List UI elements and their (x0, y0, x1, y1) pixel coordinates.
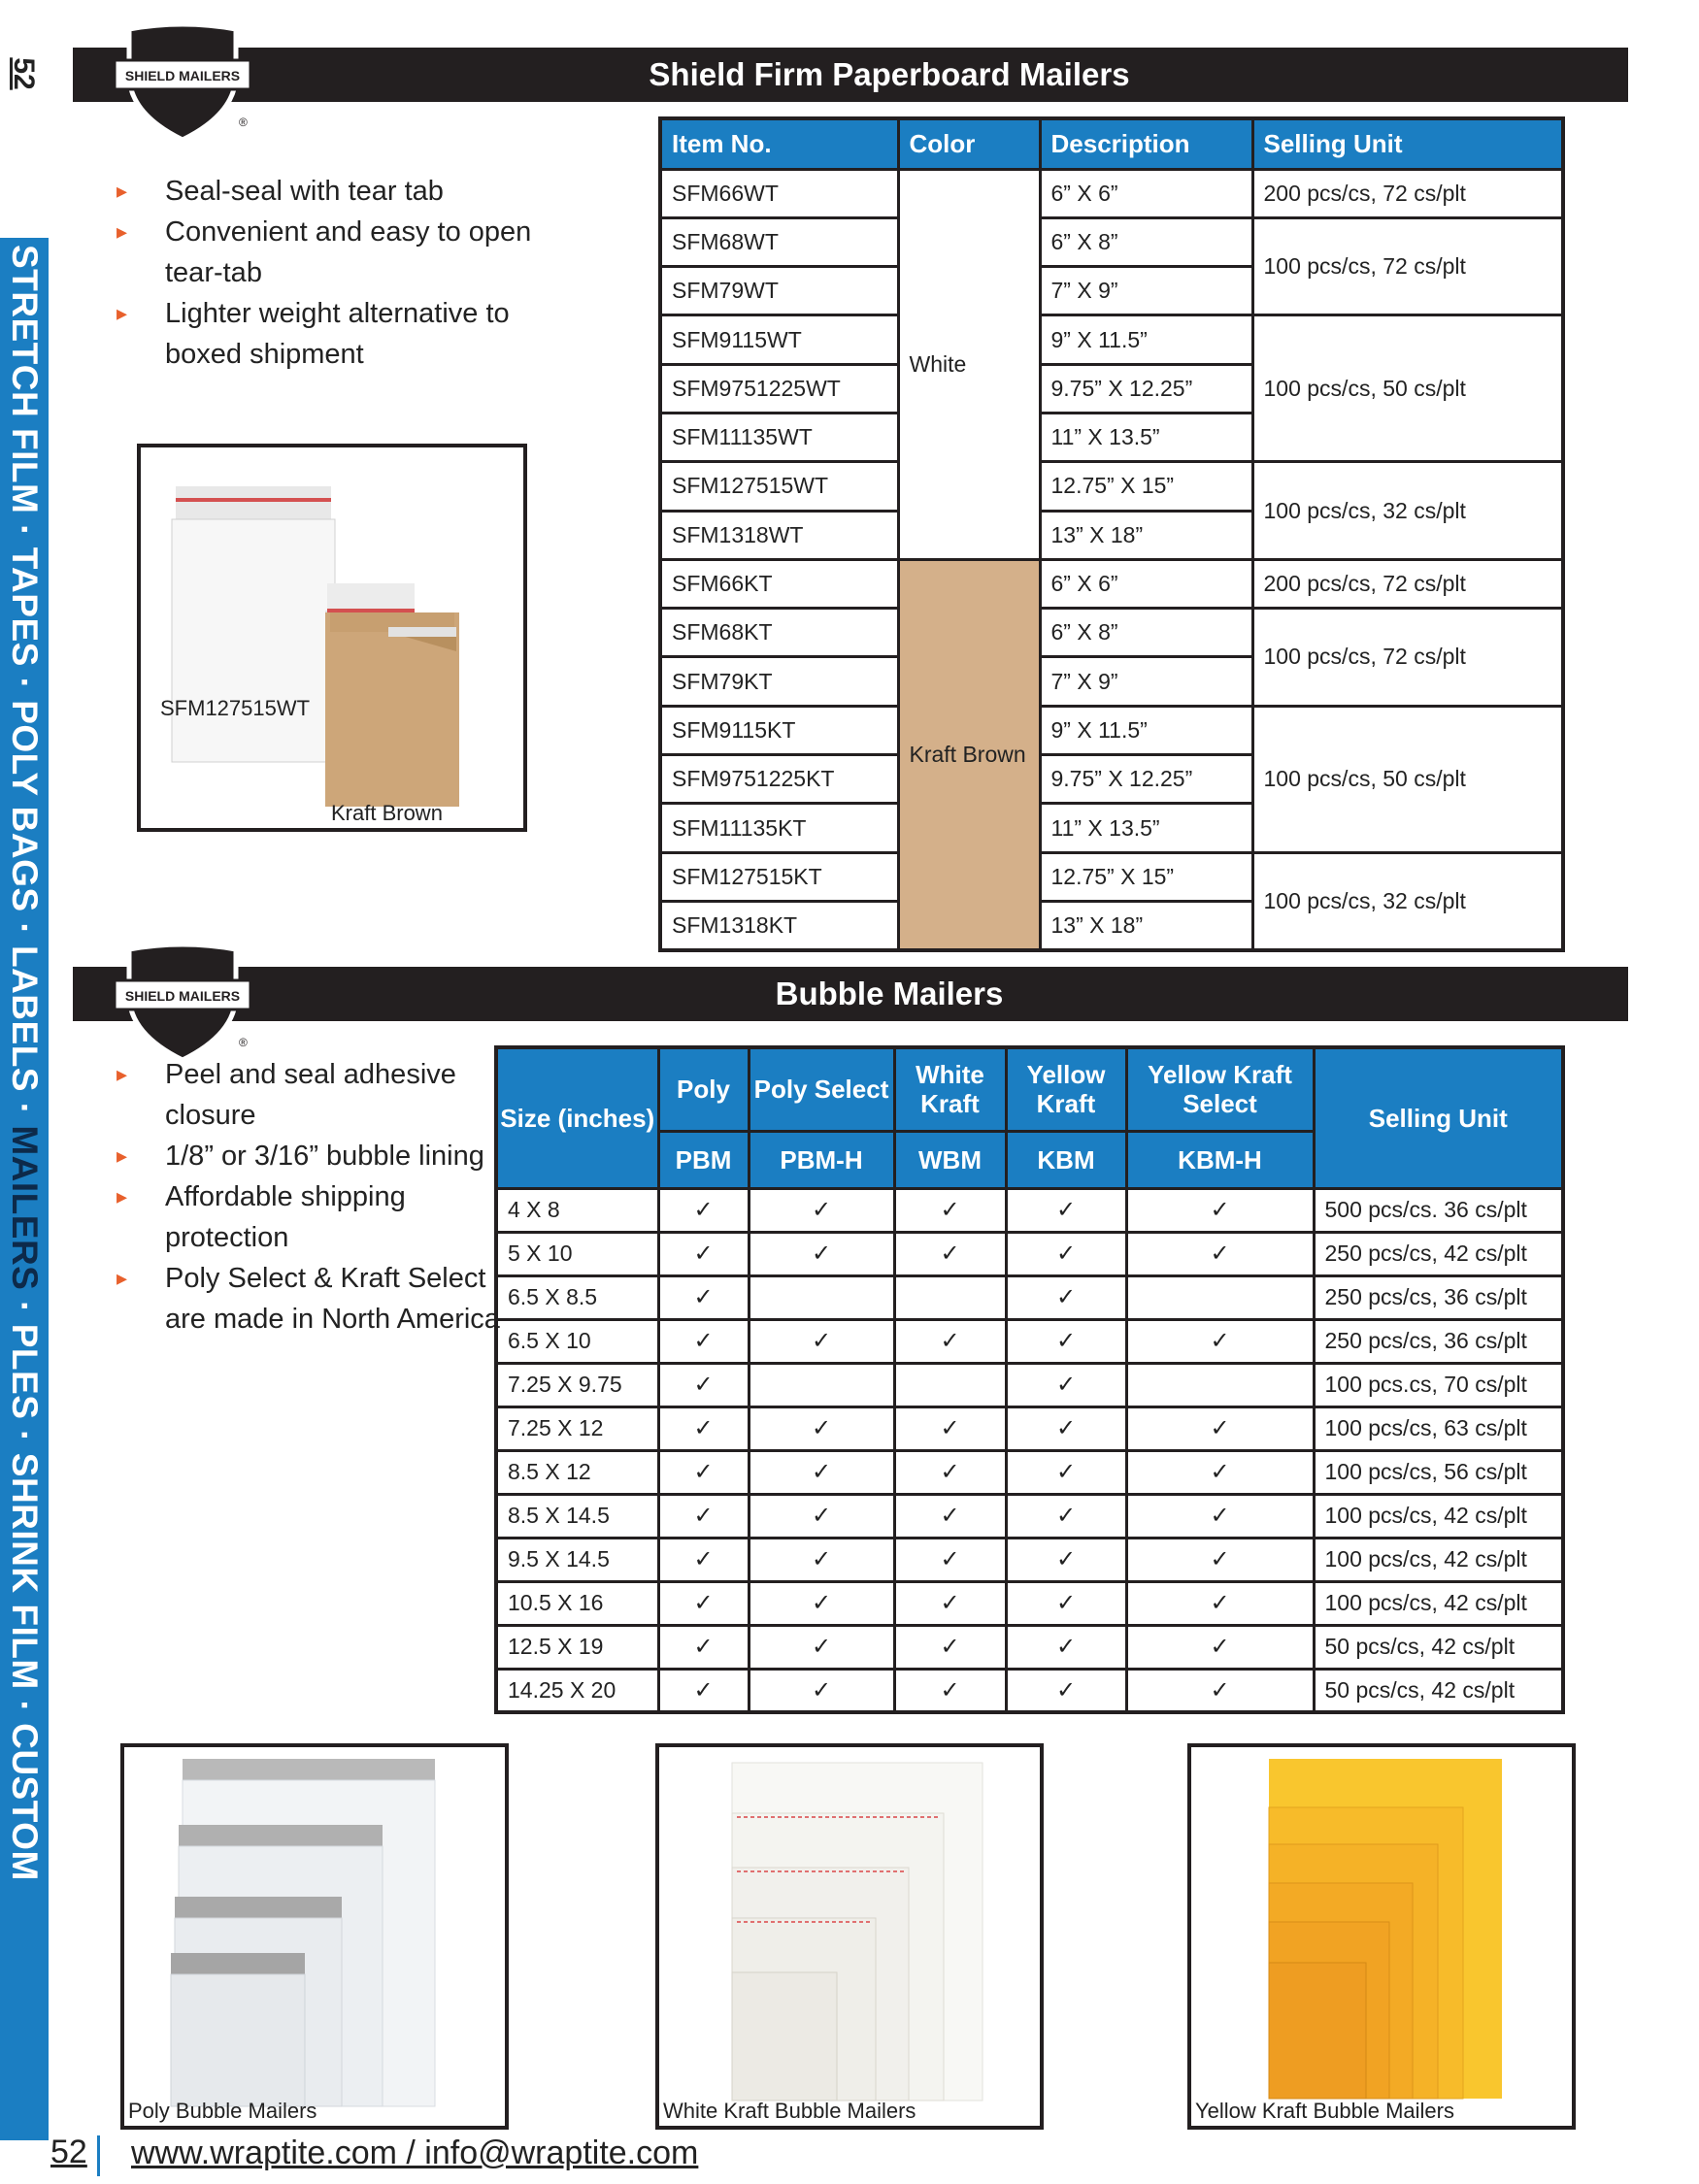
logo-text: SHIELD MAILERS (124, 68, 241, 83)
check-mark-icon: ✓ (749, 1494, 894, 1538)
item-number-cell: SFM9115WT (660, 315, 898, 364)
description-cell: 9.75” X 12.25” (1040, 755, 1252, 804)
table-header-row (496, 1047, 1563, 1131)
section-title-bubble: Bubble Mailers (775, 976, 1004, 1011)
check-mark-icon: ✓ (894, 1669, 1006, 1712)
check-mark-icon: ✓ (658, 1581, 749, 1625)
check-mark-icon: ✓ (749, 1538, 894, 1581)
check-mark-icon: ✓ (749, 1406, 894, 1450)
white-kraft-bubble-photo (655, 1743, 1044, 2130)
col-header-type: White Kraft (894, 1047, 1006, 1131)
description-cell: 13” X 18” (1040, 511, 1252, 559)
item-number-cell: SFM66WT (660, 169, 898, 217)
feature-item: ▸ Poly Select & Kraft Select are made in North America (117, 1258, 505, 1340)
table-row (660, 852, 1563, 901)
selling-unit-cell: 100 pcs/cs, 42 cs/plt (1314, 1494, 1563, 1538)
check-mark-icon: ✓ (749, 1319, 894, 1363)
description-cell: 6” X 8” (1040, 609, 1252, 657)
size-cell: 6.5 X 10 (496, 1319, 658, 1363)
size-cell: 10.5 X 16 (496, 1581, 658, 1625)
shield-mailers-logo (110, 942, 255, 1068)
photo-caption-poly: Poly Bubble Mailers (128, 2099, 317, 2123)
table-row (660, 462, 1563, 511)
item-number-cell: SFM1318WT (660, 511, 898, 559)
table-row (496, 1538, 1563, 1581)
size-cell: 9.5 X 14.5 (496, 1538, 658, 1581)
selling-unit-cell: 100 pcs/cs, 42 cs/plt (1314, 1581, 1563, 1625)
size-cell: 7.25 X 12 (496, 1406, 658, 1450)
feature-item: ▸ Affordable shipping protection (117, 1176, 505, 1258)
check-mark-icon: ✓ (658, 1319, 749, 1363)
check-mark-icon: ✓ (658, 1625, 749, 1669)
side-tab-item: LABELS (5, 944, 45, 1092)
size-cell: 6.5 X 8.5 (496, 1275, 658, 1319)
side-tab-separator: · (5, 1689, 45, 1724)
selling-unit-cell: 250 pcs/cs, 42 cs/plt (1314, 1232, 1563, 1275)
check-mark-icon: ✓ (658, 1406, 749, 1450)
selling-unit-cell: 500 pcs/cs. 36 cs/plt (1314, 1188, 1563, 1232)
table-row (496, 1625, 1563, 1669)
logo-text: SHIELD MAILERS (124, 988, 241, 1004)
feature-item: ▸ Lighter weight alternative to boxed shipment (117, 293, 583, 375)
description-cell: 12.75” X 15” (1040, 852, 1252, 901)
selling-unit-cell: 200 pcs/cs, 72 cs/plt (1252, 559, 1563, 608)
selling-unit-cell: 100 pcs/cs, 50 cs/plt (1252, 315, 1563, 462)
section-header-paperboard (73, 48, 1628, 102)
empty-cell (749, 1363, 894, 1406)
table-row (496, 1581, 1563, 1625)
table-row (660, 169, 1563, 217)
check-mark-icon: ✓ (749, 1232, 894, 1275)
feature-item: ▸ 1/8” or 3/16” bubble lining (117, 1136, 505, 1176)
side-tab-item: POLY BAGS (5, 700, 45, 912)
description-cell: 6” X 6” (1040, 169, 1252, 217)
photo-caption-white-kraft: White Kraft Bubble Mailers (663, 2099, 916, 2123)
check-mark-icon: ✓ (1006, 1319, 1126, 1363)
description-cell: 9.75” X 12.25” (1040, 364, 1252, 413)
size-cell: 7.25 X 9.75 (496, 1363, 658, 1406)
check-mark-icon: ✓ (894, 1450, 1006, 1494)
selling-unit-cell: 250 pcs/cs, 36 cs/plt (1314, 1319, 1563, 1363)
side-tab-separator: · (5, 1290, 45, 1324)
bubble-mailers-table (494, 1045, 1565, 1714)
side-tab-item: PLES (5, 1323, 45, 1420)
color-cell: White (898, 169, 1040, 559)
table-row (660, 706, 1563, 754)
section-title-paperboard: Shield Firm Paperboard Mailers (649, 56, 1130, 92)
check-mark-icon: ✓ (658, 1275, 749, 1319)
bubble-feature-list (117, 1054, 505, 1340)
side-tab-item: TAPES (5, 546, 45, 667)
check-mark-icon: ✓ (894, 1232, 1006, 1275)
table-row (496, 1669, 1563, 1712)
item-number-cell: SFM1318KT (660, 901, 898, 949)
table-row (660, 315, 1563, 364)
side-tab-item: MAILERS (5, 1125, 45, 1291)
table-row (496, 1494, 1563, 1538)
side-tab-separator: · (5, 911, 45, 945)
item-number-cell: SFM9115KT (660, 706, 898, 754)
selling-unit-cell: 100 pcs/cs, 56 cs/plt (1314, 1450, 1563, 1494)
col-code: KBM-H (1126, 1131, 1314, 1188)
logo-registered-mark: ® (239, 1036, 248, 1049)
table-row (496, 1232, 1563, 1275)
white-kraft-bubble-image (659, 1747, 1040, 2126)
feature-item: ▸ Convenient and easy to open tear-tab (117, 212, 583, 293)
selling-unit-cell: 100 pcs/cs, 63 cs/plt (1314, 1406, 1563, 1450)
side-tab-item: STRETCH FILM (5, 245, 45, 514)
side-tab-item: CUSTOM (5, 1723, 45, 1881)
table-row (660, 217, 1563, 266)
size-cell: 12.5 X 19 (496, 1625, 658, 1669)
footer-contact-link[interactable]: www.wraptite.com / info@wraptite.com (131, 2134, 699, 2171)
side-tab-separator: · (5, 513, 45, 547)
empty-cell (749, 1275, 894, 1319)
col-header-type: Poly (658, 1047, 749, 1131)
photo-caption-kraft: Kraft Brown (331, 801, 443, 825)
check-mark-icon: ✓ (1006, 1625, 1126, 1669)
check-mark-icon: ✓ (1126, 1669, 1314, 1712)
check-mark-icon: ✓ (749, 1669, 894, 1712)
check-mark-icon: ✓ (1006, 1232, 1126, 1275)
item-number-cell: SFM79KT (660, 657, 898, 706)
shield-icon (110, 21, 255, 148)
item-number-cell: SFM9751225WT (660, 364, 898, 413)
col-code: WBM (894, 1131, 1006, 1188)
side-tab-text (3, 245, 46, 2137)
item-number-cell: SFM79WT (660, 267, 898, 315)
check-mark-icon: ✓ (658, 1669, 749, 1712)
check-mark-icon: ✓ (894, 1538, 1006, 1581)
size-cell: 8.5 X 14.5 (496, 1494, 658, 1538)
item-number-cell: SFM68KT (660, 609, 898, 657)
check-mark-icon: ✓ (1126, 1188, 1314, 1232)
col-code: PBM-H (749, 1131, 894, 1188)
feature-item: ▸ Seal-seal with tear tab (117, 171, 583, 212)
selling-unit-cell: 100 pcs/cs, 50 cs/plt (1252, 706, 1563, 852)
description-cell: 11” X 13.5” (1040, 413, 1252, 461)
col-code: KBM (1006, 1131, 1126, 1188)
paperboard-feature-list (117, 171, 583, 375)
size-cell: 14.25 X 20 (496, 1669, 658, 1712)
selling-unit-cell: 50 pcs/cs, 42 cs/plt (1314, 1669, 1563, 1712)
selling-unit-cell: 100 pcs/cs, 72 cs/plt (1252, 609, 1563, 707)
check-mark-icon: ✓ (1006, 1450, 1126, 1494)
item-number-cell: SFM11135KT (660, 804, 898, 852)
description-cell: 9” X 11.5” (1040, 706, 1252, 754)
check-mark-icon: ✓ (1006, 1188, 1126, 1232)
col-header-selling-unit: Selling Unit (1252, 118, 1563, 169)
table-row (496, 1363, 1563, 1406)
description-cell: 11” X 13.5” (1040, 804, 1252, 852)
description-cell: 12.75” X 15” (1040, 462, 1252, 511)
table-row (496, 1275, 1563, 1319)
check-mark-icon: ✓ (1006, 1538, 1126, 1581)
side-tab-separator: · (5, 1419, 45, 1453)
description-cell: 9” X 11.5” (1040, 315, 1252, 364)
check-mark-icon: ✓ (894, 1406, 1006, 1450)
check-mark-icon: ✓ (894, 1188, 1006, 1232)
check-mark-icon: ✓ (1126, 1450, 1314, 1494)
poly-bubble-photo (120, 1743, 509, 2130)
check-mark-icon: ✓ (1006, 1406, 1126, 1450)
selling-unit-cell: 200 pcs/cs, 72 cs/plt (1252, 169, 1563, 217)
check-mark-icon: ✓ (658, 1232, 749, 1275)
size-cell: 5 X 10 (496, 1232, 658, 1275)
page-number-top: 52 (8, 57, 40, 90)
yellow-kraft-bubble-image (1191, 1747, 1572, 2126)
selling-unit-cell: 100 pcs/cs, 42 cs/plt (1314, 1538, 1563, 1581)
photo-caption-white: SFM127515WT (160, 696, 311, 720)
table-header-row (660, 118, 1563, 169)
item-number-cell: SFM66KT (660, 559, 898, 608)
empty-cell (894, 1275, 1006, 1319)
check-mark-icon: ✓ (658, 1450, 749, 1494)
selling-unit-cell: 100 pcs/cs, 32 cs/plt (1252, 852, 1563, 950)
feature-item: ▸ Peel and seal adhesive closure (117, 1054, 505, 1136)
selling-unit-cell: 250 pcs/cs, 36 cs/plt (1314, 1275, 1563, 1319)
check-mark-icon: ✓ (1006, 1494, 1126, 1538)
check-mark-icon: ✓ (658, 1538, 749, 1581)
item-number-cell: SFM11135WT (660, 413, 898, 461)
check-mark-icon: ✓ (1126, 1538, 1314, 1581)
col-header-type: Yellow Kraft (1006, 1047, 1126, 1131)
check-mark-icon: ✓ (1006, 1581, 1126, 1625)
logo-registered-mark: ® (239, 116, 248, 129)
check-mark-icon: ✓ (894, 1319, 1006, 1363)
photo-caption-yellow-kraft: Yellow Kraft Bubble Mailers (1195, 2099, 1454, 2123)
check-mark-icon: ✓ (749, 1188, 894, 1232)
check-mark-icon: ✓ (658, 1363, 749, 1406)
paperboard-mailer-photo (137, 444, 527, 832)
side-tab-separator: · (5, 1091, 45, 1126)
col-code: PBM (658, 1131, 749, 1188)
empty-cell (1126, 1275, 1314, 1319)
size-cell: 8.5 X 12 (496, 1450, 658, 1494)
check-mark-icon: ✓ (894, 1494, 1006, 1538)
check-mark-icon: ✓ (749, 1581, 894, 1625)
table-row (660, 609, 1563, 657)
col-header-size: Size (inches) (496, 1047, 658, 1188)
yellow-kraft-bubble-photo (1187, 1743, 1576, 2130)
footer-page-number: 52 (50, 2134, 87, 2170)
section-header-bubble (73, 967, 1628, 1021)
check-mark-icon: ✓ (1126, 1406, 1314, 1450)
table-row (496, 1406, 1563, 1450)
selling-unit-cell: 50 pcs/cs, 42 cs/plt (1314, 1625, 1563, 1669)
item-number-cell: SFM68WT (660, 217, 898, 266)
selling-unit-cell: 100 pcs/cs, 72 cs/plt (1252, 217, 1563, 315)
footer-divider (97, 2135, 100, 2176)
check-mark-icon: ✓ (658, 1494, 749, 1538)
check-mark-icon: ✓ (1126, 1625, 1314, 1669)
side-tab-item: SHRINK FILM (5, 1452, 45, 1690)
description-cell: 7” X 9” (1040, 657, 1252, 706)
check-mark-icon: ✓ (1126, 1232, 1314, 1275)
table-row (496, 1450, 1563, 1494)
check-mark-icon: ✓ (749, 1450, 894, 1494)
selling-unit-cell: 100 pcs.cs, 70 cs/plt (1314, 1363, 1563, 1406)
check-mark-icon: ✓ (658, 1188, 749, 1232)
check-mark-icon: ✓ (1126, 1581, 1314, 1625)
color-cell: Kraft Brown (898, 559, 1040, 949)
table-row (496, 1188, 1563, 1232)
paperboard-mailers-table (658, 116, 1565, 952)
col-header-selling-unit: Selling Unit (1314, 1047, 1563, 1188)
col-header-color: Color (898, 118, 1040, 169)
item-number-cell: SFM9751225KT (660, 755, 898, 804)
check-mark-icon: ✓ (1126, 1319, 1314, 1363)
item-number-cell: SFM127515WT (660, 462, 898, 511)
check-mark-icon: ✓ (894, 1581, 1006, 1625)
side-tab-separator: · (5, 666, 45, 701)
paperboard-mailer-image (141, 447, 523, 828)
col-header-description: Description (1040, 118, 1252, 169)
table-row (660, 559, 1563, 608)
item-number-cell: SFM127515KT (660, 852, 898, 901)
selling-unit-cell: 100 pcs/cs, 32 cs/plt (1252, 462, 1563, 560)
col-header-type: Poly Select (749, 1047, 894, 1131)
description-cell: 6” X 8” (1040, 217, 1252, 266)
shield-mailers-logo (110, 21, 255, 148)
description-cell: 13” X 18” (1040, 901, 1252, 949)
check-mark-icon: ✓ (894, 1625, 1006, 1669)
col-header-type: Yellow Kraft Select (1126, 1047, 1314, 1131)
check-mark-icon: ✓ (1006, 1363, 1126, 1406)
empty-cell (894, 1363, 1006, 1406)
size-cell: 4 X 8 (496, 1188, 658, 1232)
poly-bubble-image (124, 1747, 505, 2126)
empty-cell (1126, 1363, 1314, 1406)
description-cell: 6” X 6” (1040, 559, 1252, 608)
table-row (496, 1319, 1563, 1363)
col-header-item: Item No. (660, 118, 898, 169)
check-mark-icon: ✓ (1006, 1275, 1126, 1319)
check-mark-icon: ✓ (749, 1625, 894, 1669)
shield-icon (110, 942, 255, 1068)
description-cell: 7” X 9” (1040, 267, 1252, 315)
check-mark-icon: ✓ (1126, 1494, 1314, 1538)
check-mark-icon: ✓ (1006, 1669, 1126, 1712)
